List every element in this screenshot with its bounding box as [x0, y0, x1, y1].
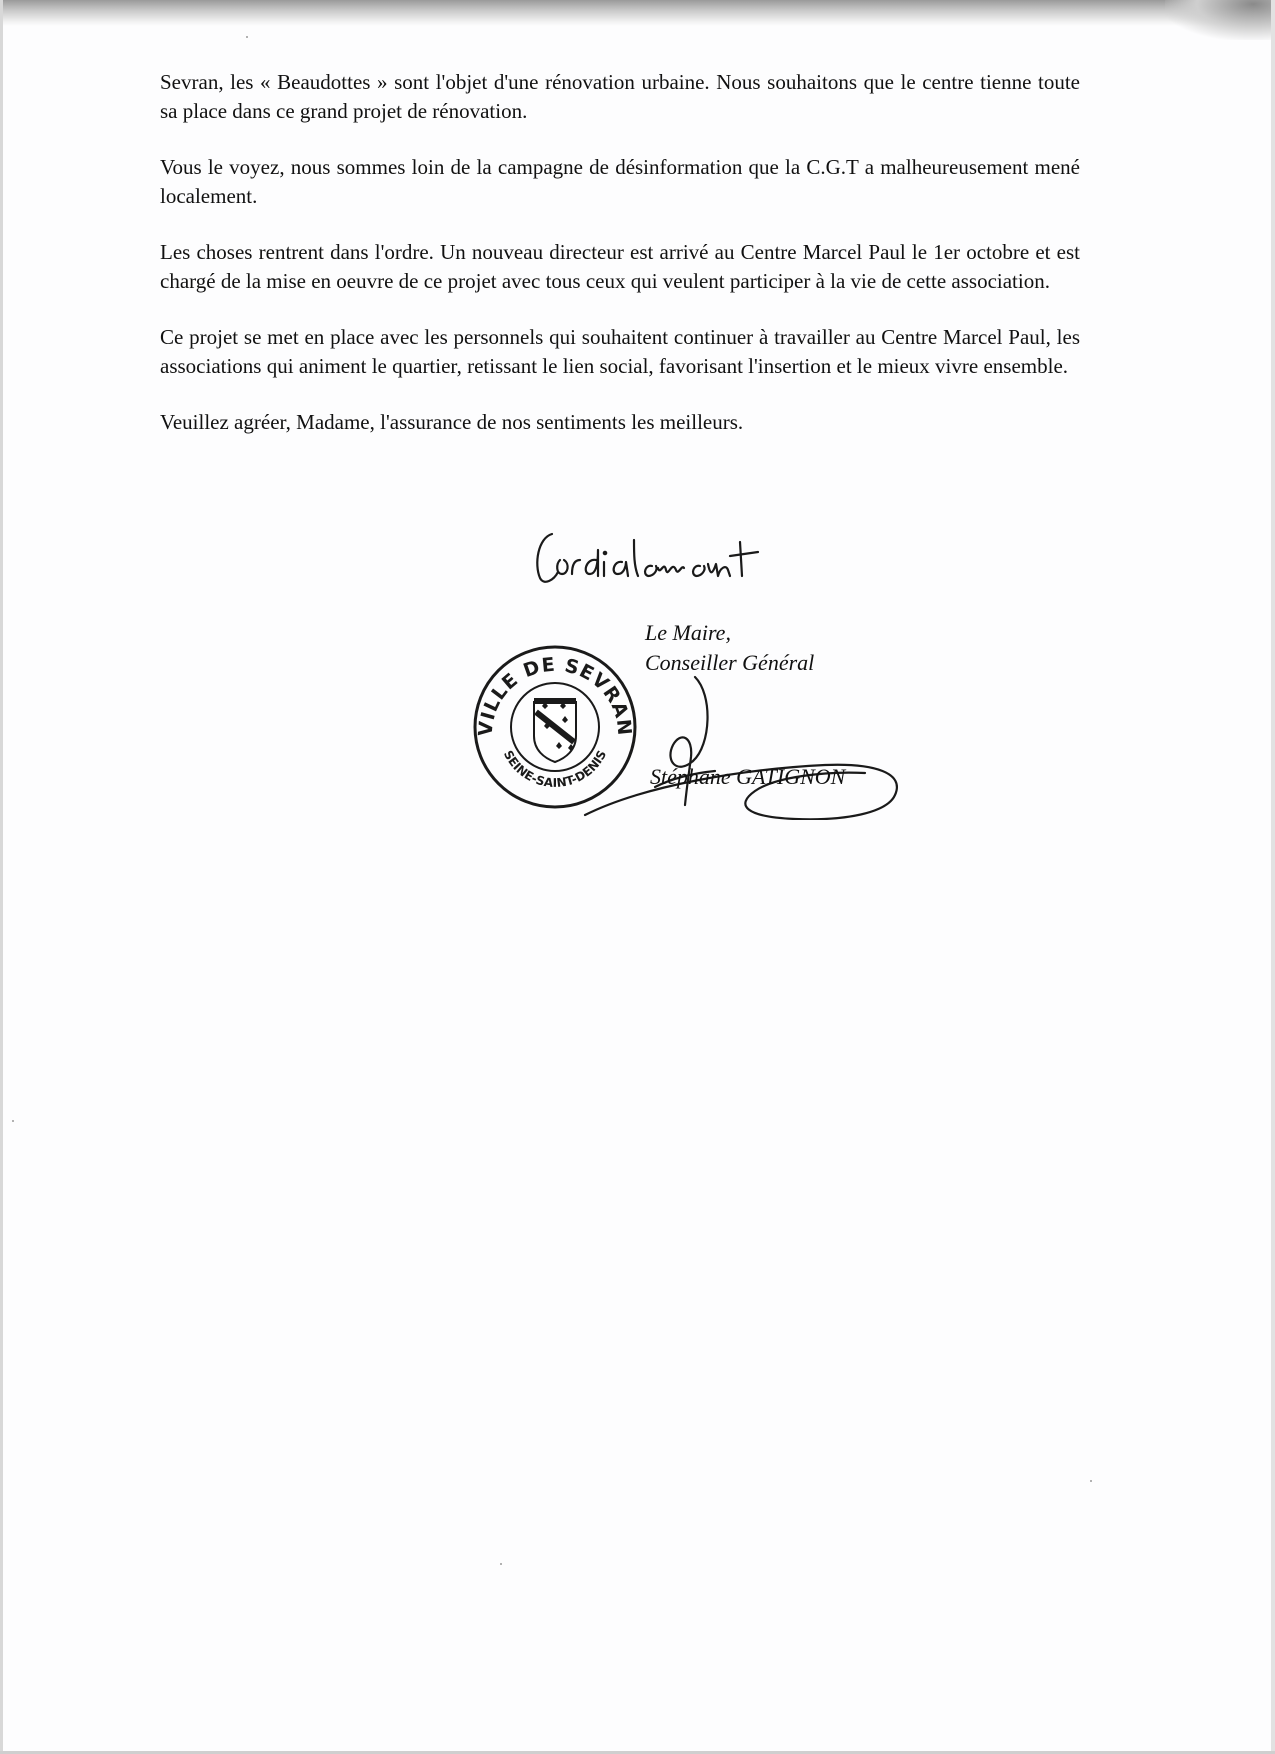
letter-paragraph: Ce projet se met en place avec les personnels qui souhaitent continuer à travailler au Centre Marcel Paul, les associations qui animent le quartier, retissant le lien social, favorisant l'insertion et le mieux vivre ensemble. [160, 325, 1080, 378]
letter-paragraph: Sevran, les « Beaudottes » sont l'objet d'une rénovation urbaine. Nous souhaitons que le centre tienne toute sa place dans ce grand projet de rénovation. [160, 70, 1080, 123]
scan-speck [246, 36, 248, 38]
svg-text:VILLE DE SEVRAN: VILLE DE SEVRAN [474, 653, 636, 738]
svg-text:SEINE-SAINT-DENIS: SEINE-SAINT-DENIS [500, 748, 610, 791]
scan-speck [1090, 1480, 1092, 1482]
signatory-position: Conseiller Général [645, 650, 815, 675]
letter-paragraph: Vous le voyez, nous sommes loin de la campagne de désinformation que la C.G.T a malheureusement mené localement. [160, 155, 1080, 208]
letter-body [160, 68, 1080, 464]
scan-speck [12, 1120, 14, 1122]
scan-shadow-corner [1165, 0, 1275, 40]
scan-speck [500, 1563, 502, 1565]
scan-shadow-top [0, 0, 1275, 26]
signatory-title: Le Maire, [645, 620, 731, 645]
letter-paragraph: Les choses rentrent dans l'ordre. Un nouveau directeur est arrivé au Centre Marcel Paul le 1er octobre et est chargé de la mise en oeuvre de ce projet avec tous ceux qui veulent participer à la vie de cette association. [160, 240, 1080, 293]
letter-closing: Veuillez agréer, Madame, l'assurance de nos sentiments les meilleurs. [160, 410, 744, 434]
scan-edge-right [1271, 0, 1275, 1754]
handwritten-cordialement [530, 520, 770, 590]
handwritten-signature [565, 665, 905, 820]
signature-block [470, 620, 910, 820]
signatory-name: Stéphane GATIGNON [650, 764, 846, 789]
scan-edge-left [0, 0, 3, 1754]
